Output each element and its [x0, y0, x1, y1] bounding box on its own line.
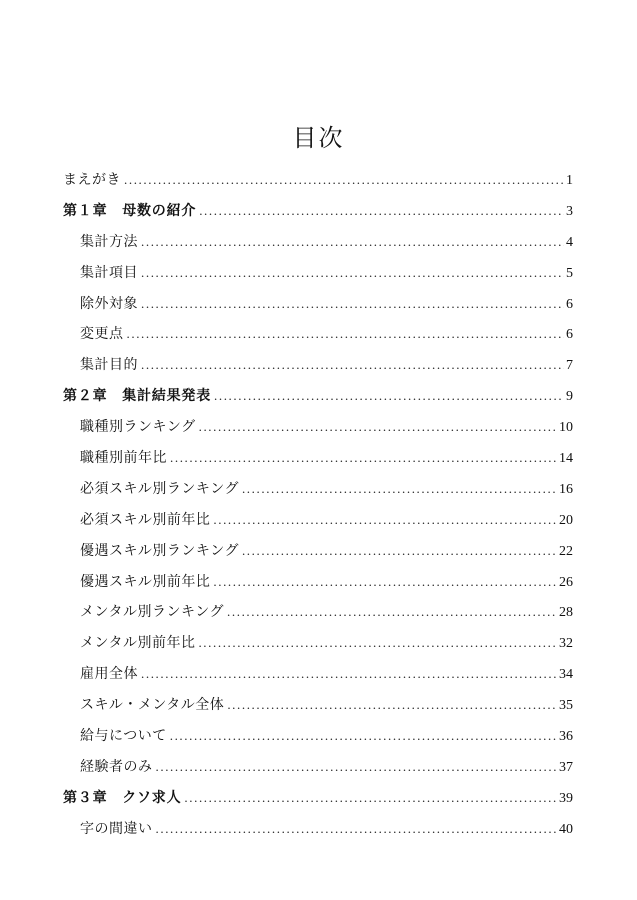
toc-page-number: 37	[559, 759, 573, 775]
toc-dot-leader	[213, 509, 557, 531]
toc-page-number: 16	[559, 481, 573, 497]
toc-page-number: 40	[559, 821, 573, 837]
toc-page-number: 6	[566, 296, 573, 312]
toc-entry-label: 第３章 クソ求人	[63, 789, 182, 806]
toc-entry-label: スキル・メンタル全体	[80, 697, 225, 714]
toc-entry[interactable]	[63, 169, 573, 200]
toc-section-entry[interactable]	[63, 571, 573, 602]
toc-dot-leader	[214, 385, 564, 407]
toc-entry-label: 必須スキル別ランキング	[80, 480, 239, 497]
toc-entry-label: 職種別前年比	[80, 450, 167, 467]
toc-page-number: 1	[566, 173, 573, 188]
toc-page-number: 3	[566, 203, 573, 219]
toc-entry-label: 第１章 母数の紹介	[63, 202, 197, 219]
toc-page-number: 7	[566, 358, 573, 374]
toc-dot-leader	[198, 632, 557, 654]
toc-section-entry[interactable]	[63, 323, 573, 354]
toc-dot-leader	[213, 571, 557, 593]
toc-dot-leader	[242, 478, 557, 500]
toc-dot-leader	[141, 262, 564, 284]
toc-section-entry[interactable]	[63, 663, 573, 694]
toc-entry-label: 字の間違い	[80, 820, 153, 837]
toc-dot-leader	[170, 725, 557, 747]
toc-chapter-entry[interactable]	[63, 200, 573, 231]
toc-dot-leader	[227, 694, 557, 716]
toc-entry-label: 優遇スキル別前年比	[80, 573, 211, 590]
toc-dot-leader	[156, 818, 558, 840]
toc-page-number: 10	[559, 420, 573, 436]
toc-section-entry[interactable]	[63, 632, 573, 663]
toc-section-entry[interactable]	[63, 694, 573, 725]
toc-section-entry[interactable]	[63, 818, 573, 849]
toc-section-entry[interactable]	[63, 478, 573, 509]
toc-entry-label: 除外対象	[80, 295, 138, 312]
toc-page-number: 6	[566, 327, 573, 343]
toc-entry-label: 給与について	[80, 728, 167, 745]
toc-dot-leader	[227, 601, 557, 623]
toc-dot-leader	[141, 663, 557, 685]
toc-entry-label: メンタル別ランキング	[80, 604, 225, 621]
toc-page-number: 28	[559, 605, 573, 621]
toc-dot-leader	[199, 416, 557, 438]
toc-page-number: 35	[559, 698, 573, 714]
toc-page-number: 26	[559, 574, 573, 590]
toc-entry-label: 集計項目	[80, 264, 138, 281]
toc-section-entry[interactable]	[63, 540, 573, 571]
toc-section-entry[interactable]	[63, 416, 573, 447]
toc-entry-label: 必須スキル別前年比	[80, 511, 211, 528]
toc-title: 目次	[292, 124, 345, 152]
toc-section-entry[interactable]	[63, 293, 573, 324]
toc-page-number: 5	[566, 265, 573, 281]
toc-dot-leader	[184, 787, 557, 809]
toc-chapter-entry[interactable]	[63, 385, 573, 416]
toc-page-number: 34	[559, 667, 573, 683]
toc-entry-label: メンタル別前年比	[80, 635, 196, 652]
toc-section-entry[interactable]	[63, 262, 573, 293]
toc-dot-leader	[141, 231, 564, 253]
toc-page-number: 32	[559, 636, 573, 652]
toc-dot-leader	[156, 756, 558, 778]
toc-entry-label: 雇用全体	[80, 666, 138, 683]
toc-section-entry[interactable]	[63, 725, 573, 756]
toc-dot-leader	[242, 540, 557, 562]
toc-dot-leader	[141, 293, 564, 315]
toc-page-number: 4	[566, 234, 573, 250]
toc-entry-label: 優遇スキル別ランキング	[80, 542, 239, 559]
toc-list	[63, 169, 573, 849]
toc-entry-label: 集計方法	[80, 233, 138, 250]
toc-dot-leader	[141, 354, 564, 376]
toc-page-number: 20	[559, 512, 573, 528]
toc-section-entry[interactable]	[63, 601, 573, 632]
toc-page-number: 9	[566, 389, 573, 405]
toc-chapter-entry[interactable]	[63, 787, 573, 818]
toc-section-entry[interactable]	[63, 756, 573, 787]
toc-dot-leader	[127, 323, 565, 345]
toc-dot-leader	[124, 169, 564, 191]
toc-page-number: 36	[559, 729, 573, 745]
toc-dot-leader	[170, 447, 557, 469]
toc-entry-label: 職種別ランキング	[80, 419, 196, 436]
toc-section-entry[interactable]	[63, 447, 573, 478]
toc-entry-label: 経験者のみ	[80, 758, 153, 775]
toc-section-entry[interactable]	[63, 231, 573, 262]
toc-section-entry[interactable]	[63, 509, 573, 540]
toc-entry-label: 第２章 集計結果発表	[63, 388, 211, 405]
toc-section-entry[interactable]	[63, 354, 573, 385]
toc-entry-label: 集計目的	[80, 357, 138, 374]
toc-page-number: 14	[559, 451, 573, 467]
toc-entry-label: 変更点	[80, 326, 124, 343]
toc-entry-label: まえがき	[63, 172, 121, 188]
toc-page-number: 22	[559, 543, 573, 559]
toc-page-number: 39	[559, 790, 573, 806]
toc-dot-leader	[199, 200, 564, 222]
